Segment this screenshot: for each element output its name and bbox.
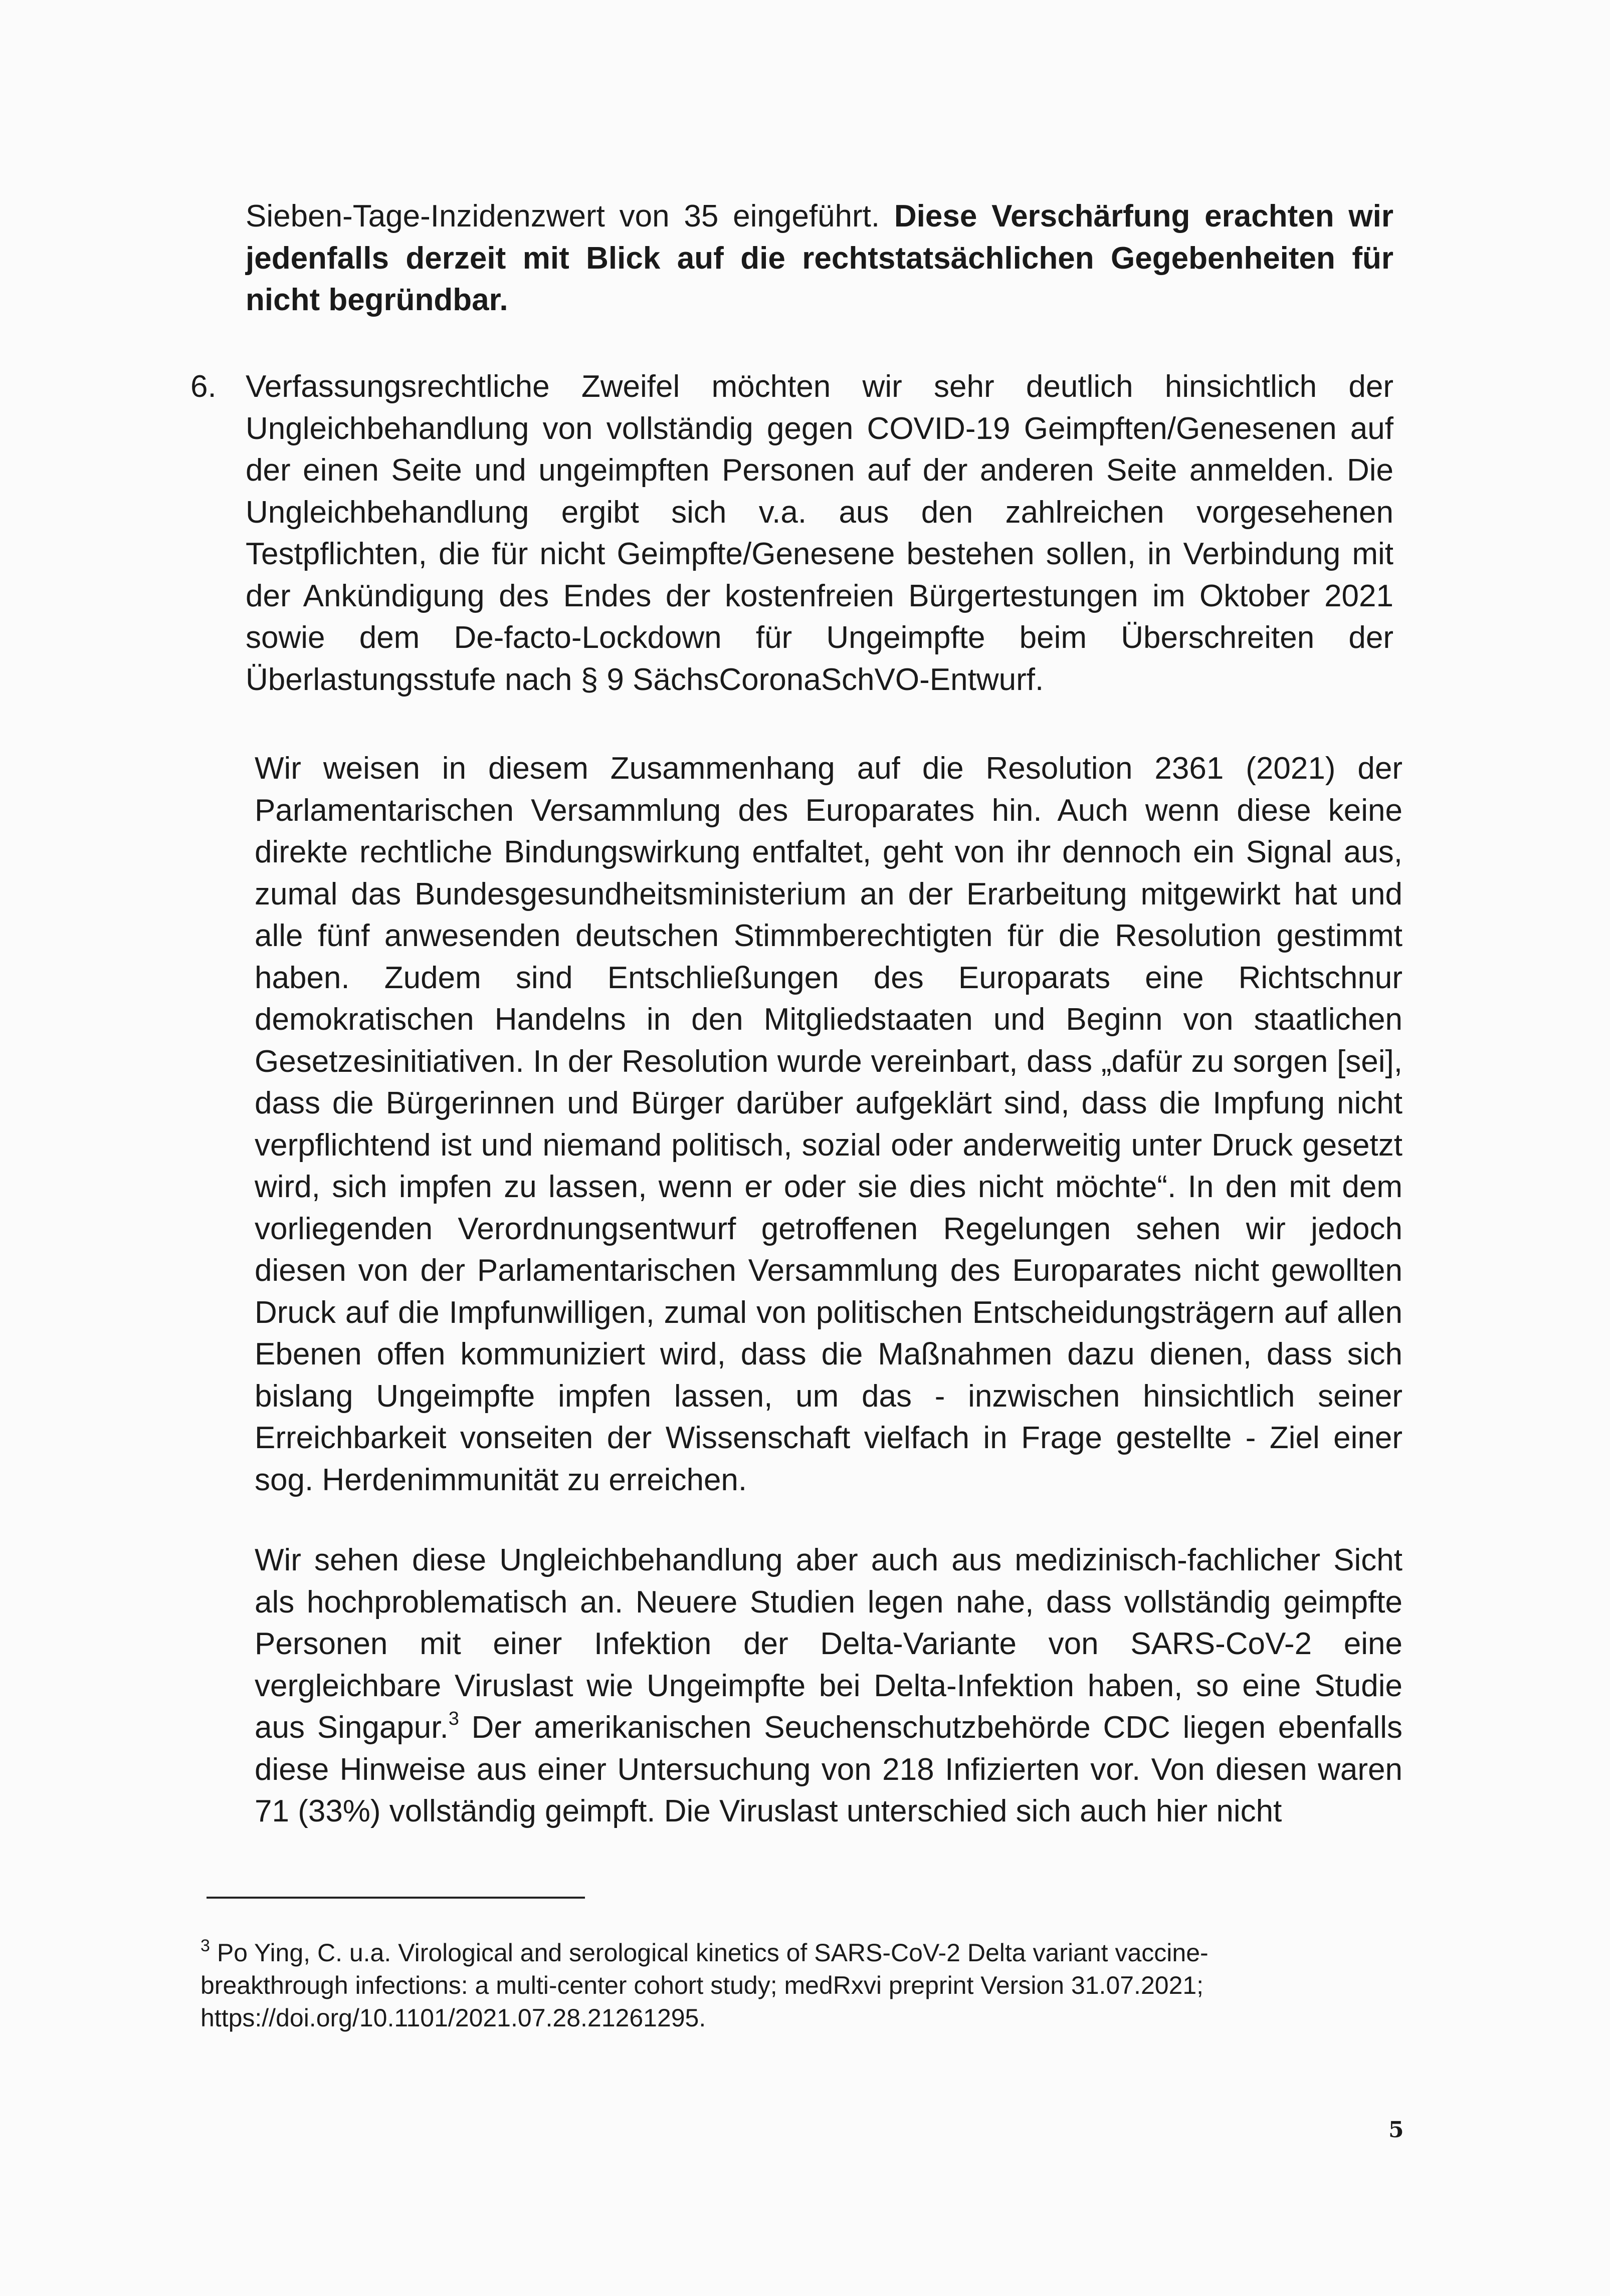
paragraph-medical (255, 1539, 1402, 1832)
page-number: 5 (1388, 2117, 1404, 2143)
continuation-paragraph (246, 195, 1393, 321)
list-item-number: 6. (190, 369, 217, 404)
list-item-6-text: Verfassungsrechtliche Zweifel möchten wir sehr deutlich hinsichtlich der Ungleichbehandlung von vollständig gegen COVID-19 Geimpften/Genesenen auf der einen Seite und ungeimpften Personen auf der anderen Seite anmelden. Die Ungleichbehandlung ergibt sich v.a. aus den zahlreichen vorgesehenen Testpflichten, die für nicht Geimpfte/Genesene bestehen sollen, in Verbindung mit der Ankündigung des Endes der kostenfreien Bürgertestungen im Oktober 2021 sowie dem De-facto-Lockdown für Ungeimpfte beim Überschreiten der Überlastungsstufe nach § 9 SächsCoronaSchVO-Entwurf. (246, 369, 1393, 697)
continuation-text: Sieben-Tage-Inzidenzwert von 35 eingeführt. (246, 199, 894, 234)
paragraph-medical-text-2: Der amerikanischen Seuchenschutzbehörde CDC liegen ebenfalls diese Hinweise aus einer Untersuchung von 218 Infizierten vor. Von diesen waren 71 (33%) vollständig geimpft. Die Viruslast unterschied sich auch hier nicht (255, 1710, 1402, 1828)
footnote-separator (207, 1897, 585, 1899)
footnote-marker: 3 (200, 1936, 210, 1955)
continuation-bold-text: Diese Verschärfung erachten wir jedenfalls derzeit mit Blick auf die rechtstatsächlichen Gegebenheiten für nicht begründbar. (246, 199, 1393, 317)
paragraph-medical-text-1: Wir sehen diese Ungleichbehandlung aber auch aus medizinisch-fachlicher Sicht als hochproblematisch an. Neuere Studien legen nahe, dass vollständig geimpfte Personen mit einer Infektion der Delta-Variante von SARS-CoV-2 eine vergleichbare Viruslast wie Ungeimpfte bei Delta-Infektion haben, so eine Studie aus Singapur. (255, 1543, 1402, 1745)
paragraph-resolution: Wir weisen in diesem Zusammenhang auf die Resolution 2361 (2021) der Parlamentarischen Versammlung des Europarates hin. Auch wenn diese keine direkte rechtliche Bindungswirkung entfaltet, geht von ihr dennoch ein Signal aus, zumal das Bundesgesundheitsministerium an der Erarbeitung mitgewirkt hat und alle fünf anwesenden deutschen Stimmberechtigten für die Resolution gestimmt haben. Zudem sind Entschließungen des Europarats eine Richtschnur demokratischen Handelns in den Mitgliedstaaten und Beginn von staatlichen Gesetzesinitiativen. In der Resolution wurde vereinbart, dass „dafür zu sorgen [sei], dass die Bürgerinnen und Bürger darüber aufgeklärt sind, dass die Impfung nicht verpflichtend ist und niemand politisch, sozial oder anderweitig unter Druck gesetzt wird, sich impfen zu lassen, wenn er oder sie dies nicht möchte“. In den mit dem vorliegenden Verordnungsentwurf getroffenen Regelungen sehen wir jedoch diesen von der Parlamentarischen Versammlung des Europarates nicht gewollten Druck auf die Impfunwilligen, zumal von politischen Entscheidungsträgern auf allen Ebenen offen kommuniziert wird, dass die Maßnahmen dazu dienen, dass sich bislang Ungeimpfte impfen lassen, um das - inzwischen hinsichtlich seiner Erreichbarkeit vonseiten der Wissenschaft vielfach in Frage gestellte - Ziel einer sog. Herdenimmunität zu erreichen. (255, 751, 1402, 1497)
footnote-text: Po Ying, C. u.a. Virological and serological kinetics of SARS-CoV-2 Delta variant vaccine-breakthrough infections: a multi-center cohort study; medRxvi preprint Version 31.07.2021; https://doi.org/10.1101/2021.07.28.21261295. (200, 1939, 1209, 2032)
footnote (200, 1937, 1348, 2034)
footnote-reference: 3 (448, 1708, 459, 1729)
